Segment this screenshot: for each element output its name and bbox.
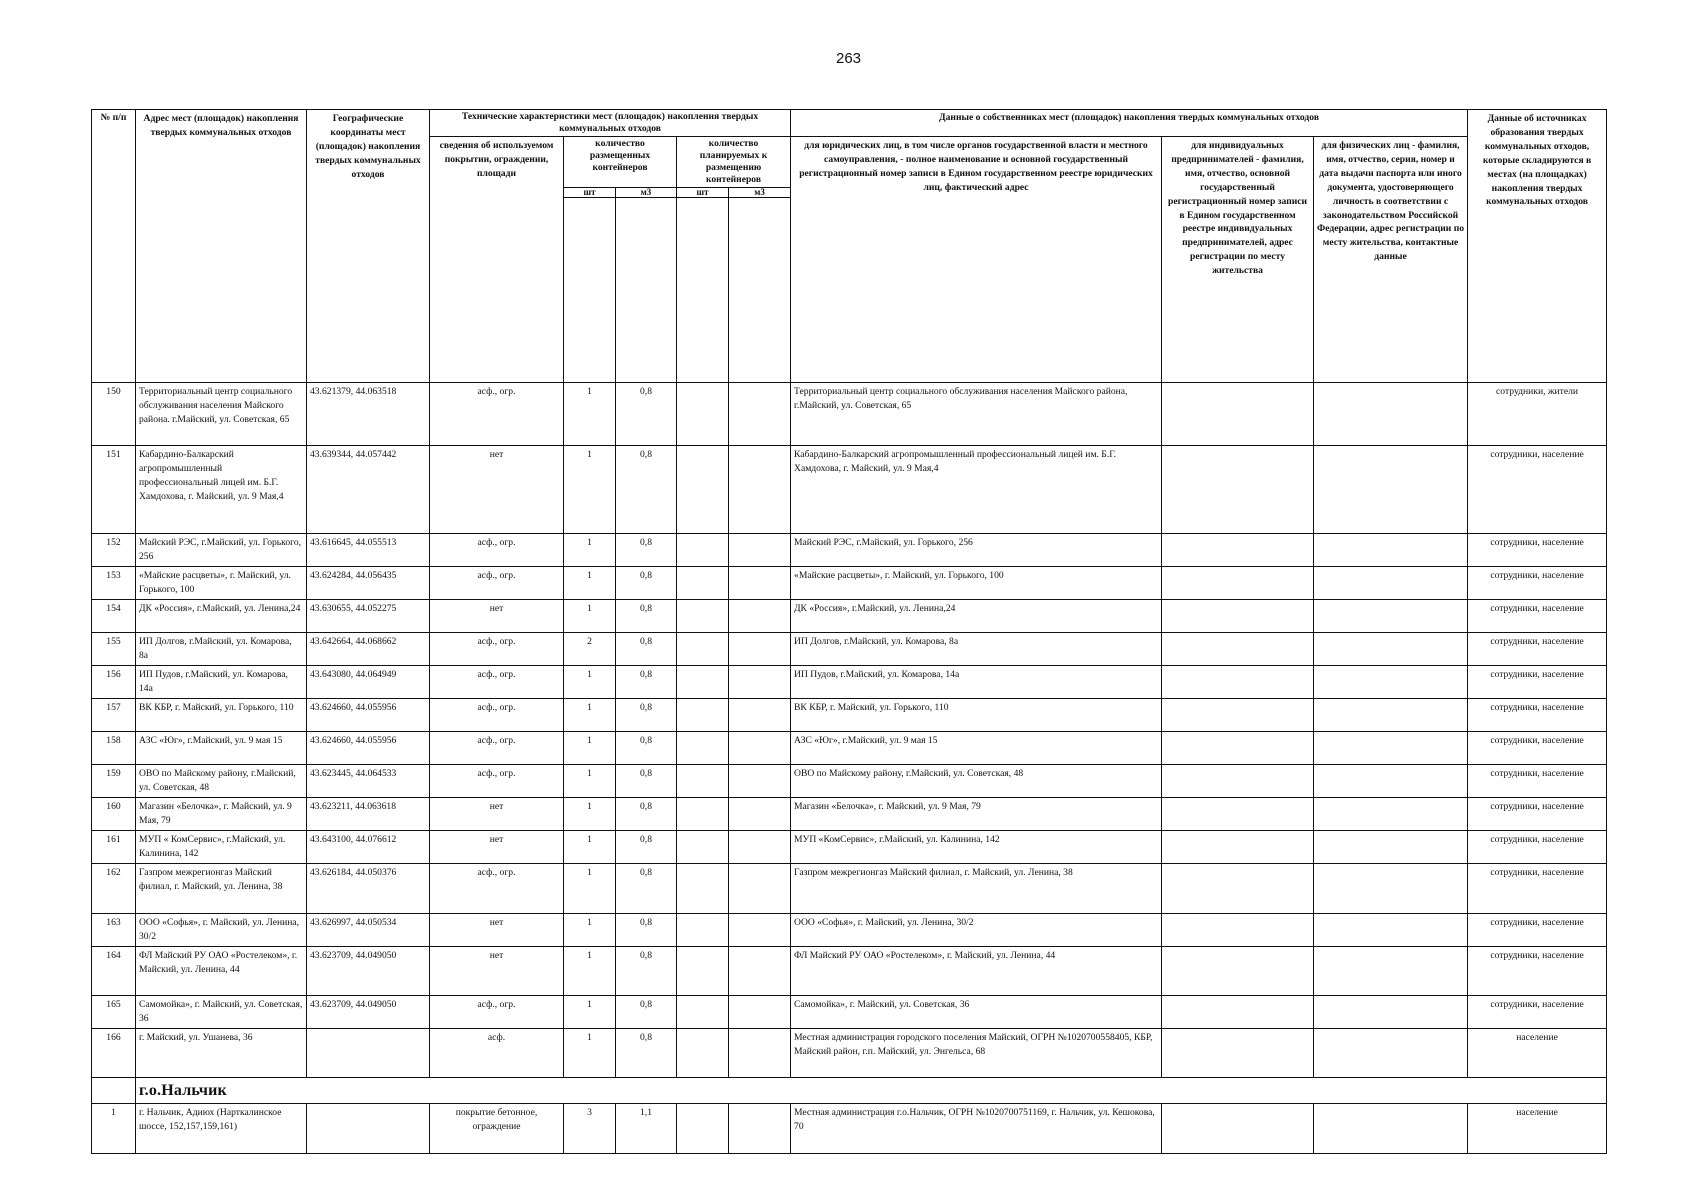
container-count: 1 — [564, 914, 616, 947]
owner-individual — [1314, 732, 1468, 765]
owner-ip — [1162, 446, 1314, 534]
header-surface: сведения об используемом покрытии, ограждении, площади — [430, 137, 564, 383]
table-row — [92, 914, 1607, 947]
table-row — [92, 567, 1607, 600]
header-sources: Данные об источниках образования твердых коммунальных отходов, которые складируются в местах (на площадках) накопления твердых коммунальных отходов — [1468, 110, 1607, 383]
owner-ip — [1162, 567, 1314, 600]
planned-volume — [729, 600, 791, 633]
row-number: 152 — [92, 534, 136, 567]
table-row — [92, 947, 1607, 996]
container-volume: 0,8 — [616, 765, 677, 798]
owner-legal-entity: ИП Долгов, г.Майский, ул. Комарова, 8а — [791, 633, 1162, 666]
site-surface: нет — [430, 798, 564, 831]
owner-ip — [1162, 914, 1314, 947]
table-row — [92, 383, 1607, 446]
site-surface: асф., огр. — [430, 567, 564, 600]
table-row — [92, 765, 1607, 798]
header-num: № п/п — [92, 110, 136, 383]
planned-count — [677, 633, 729, 666]
container-volume: 0,8 — [616, 666, 677, 699]
site-coordinates: 43.624660, 44.055956 — [307, 732, 430, 765]
container-count: 1 — [564, 947, 616, 996]
row-number: 151 — [92, 446, 136, 534]
owner-legal-entity: МУП «КомСервис», г.Майский, ул. Калинина, 142 — [791, 831, 1162, 864]
owner-individual — [1314, 699, 1468, 732]
row-number: 161 — [92, 831, 136, 864]
owner-ip — [1162, 600, 1314, 633]
row-number: 153 — [92, 567, 136, 600]
owner-ip — [1162, 947, 1314, 996]
site-coordinates: 43.623211, 44.063618 — [307, 798, 430, 831]
site-coordinates: 43.642664, 44.068662 — [307, 633, 430, 666]
waste-sources: сотрудники, население — [1468, 633, 1607, 666]
planned-count — [677, 567, 729, 600]
waste-sources: сотрудники, население — [1468, 446, 1607, 534]
planned-volume — [729, 699, 791, 732]
planned-volume — [729, 633, 791, 666]
site-address: ВК КБР, г. Майский, ул. Горького, 110 — [136, 699, 307, 732]
header-coords: Географические координаты мест (площадок) накопления твердых коммунальных отходов — [307, 110, 430, 383]
planned-count — [677, 732, 729, 765]
container-count: 1 — [564, 446, 616, 534]
planned-volume — [729, 1104, 791, 1154]
site-coordinates — [307, 1029, 430, 1078]
owner-individual — [1314, 446, 1468, 534]
row-number: 158 — [92, 732, 136, 765]
owner-individual — [1314, 947, 1468, 996]
site-coordinates: 43.643100, 44.076612 — [307, 831, 430, 864]
waste-sites-table — [91, 109, 1607, 1154]
header-owners: Данные о собственниках мест (площадок) накопления твердых коммунальных отходов — [791, 110, 1468, 137]
table-row — [92, 798, 1607, 831]
header-sht: шт — [564, 188, 616, 198]
waste-sources: сотрудники, жители — [1468, 383, 1607, 446]
owner-ip — [1162, 699, 1314, 732]
owner-legal-entity: ООО «Софья», г. Майский, ул. Ленина, 30/2 — [791, 914, 1162, 947]
planned-count — [677, 600, 729, 633]
planned-volume — [729, 798, 791, 831]
table-row — [92, 446, 1607, 534]
site-surface: асф., огр. — [430, 864, 564, 914]
container-count: 1 — [564, 831, 616, 864]
container-volume: 0,8 — [616, 633, 677, 666]
site-surface: асф., огр. — [430, 534, 564, 567]
row-number: 150 — [92, 383, 136, 446]
planned-volume — [729, 666, 791, 699]
owner-ip — [1162, 732, 1314, 765]
register-sheet — [91, 109, 1607, 1154]
planned-count — [677, 446, 729, 534]
container-volume: 0,8 — [616, 699, 677, 732]
planned-count — [677, 996, 729, 1029]
site-coordinates: 43.643080, 44.064949 — [307, 666, 430, 699]
container-volume: 1,1 — [616, 1104, 677, 1154]
waste-sources: сотрудники, население — [1468, 864, 1607, 914]
container-count: 1 — [564, 1029, 616, 1078]
site-address: ИП Пудов, г.Майский, ул. Комарова, 14а — [136, 666, 307, 699]
container-volume: 0,8 — [616, 732, 677, 765]
row-number: 159 — [92, 765, 136, 798]
site-coordinates: 43.623445, 44.064533 — [307, 765, 430, 798]
row-number: 164 — [92, 947, 136, 996]
site-coordinates — [307, 1104, 430, 1154]
header-legal: для юридических лиц, в том числе органов государственной власти и местного самоуправления, - полное наименование и основной государственный регистрационный номер записи в Едином государственном реестре юридических лиц, фактический адрес — [791, 137, 1162, 383]
owner-legal-entity: Самомойка», г. Майский, ул. Советская, 36 — [791, 996, 1162, 1029]
planned-count — [677, 534, 729, 567]
table-row — [92, 534, 1607, 567]
table-row — [92, 1029, 1607, 1078]
owner-individual — [1314, 567, 1468, 600]
owner-legal-entity: ИП Пудов, г.Майский, ул. Комарова, 14а — [791, 666, 1162, 699]
planned-count — [677, 831, 729, 864]
site-address: «Майские расцветы», г. Майский, ул. Горького, 100 — [136, 567, 307, 600]
waste-sources: население — [1468, 1104, 1607, 1154]
site-surface: нет — [430, 914, 564, 947]
owner-ip — [1162, 765, 1314, 798]
site-surface: нет — [430, 947, 564, 996]
planned-count — [677, 1104, 729, 1154]
site-surface: нет — [430, 600, 564, 633]
waste-sources: сотрудники, население — [1468, 567, 1607, 600]
owner-individual — [1314, 914, 1468, 947]
owner-individual — [1314, 798, 1468, 831]
container-volume: 0,8 — [616, 600, 677, 633]
container-count: 1 — [564, 996, 616, 1029]
owner-legal-entity: Майский РЭС, г.Майский, ул. Горького, 256 — [791, 534, 1162, 567]
planned-count — [677, 914, 729, 947]
header-m3: м3 — [729, 188, 791, 198]
owner-legal-entity: Газпром межрегионгаз Майский филиал, г. Майский, ул. Ленина, 38 — [791, 864, 1162, 914]
container-count: 1 — [564, 666, 616, 699]
waste-sources: сотрудники, население — [1468, 666, 1607, 699]
header-count-planned: количество планируемых к размещению контейнеров — [677, 137, 791, 188]
header-tech: Технические характеристики мест (площадок) накопления твердых коммунальных отходов — [430, 110, 791, 137]
site-coordinates: 43.624284, 44.056435 — [307, 567, 430, 600]
page-number: 263 — [835, 50, 862, 67]
owner-ip — [1162, 1104, 1314, 1154]
container-count: 1 — [564, 567, 616, 600]
row-number: 156 — [92, 666, 136, 699]
planned-volume — [729, 732, 791, 765]
waste-sources: сотрудники, население — [1468, 765, 1607, 798]
site-surface: нет — [430, 446, 564, 534]
owner-legal-entity: Магазин «Белочка», г. Майский, ул. 9 Мая, 79 — [791, 798, 1162, 831]
site-address: ФЛ Майский РУ ОАО «Ростелеком», г. Майский, ул. Ленина, 44 — [136, 947, 307, 996]
site-address: ООО «Софья», г. Майский, ул. Ленина, 30/2 — [136, 914, 307, 947]
container-count: 1 — [564, 732, 616, 765]
site-address: Майский РЭС, г.Майский, ул. Горького, 256 — [136, 534, 307, 567]
container-count: 1 — [564, 798, 616, 831]
owner-legal-entity: Кабардино-Балкарский агропромышленный профессиональный лицей им. Б.Г. Хамдохова, г. Майский, ул. 9 Мая,4 — [791, 446, 1162, 534]
planned-volume — [729, 996, 791, 1029]
owner-ip — [1162, 996, 1314, 1029]
owner-individual — [1314, 864, 1468, 914]
container-count: 1 — [564, 383, 616, 446]
owner-ip — [1162, 633, 1314, 666]
site-address: ОВО по Майскому району, г.Майский, ул. Советская, 48 — [136, 765, 307, 798]
planned-count — [677, 383, 729, 446]
site-coordinates: 43.623709, 44.049050 — [307, 947, 430, 996]
owner-ip — [1162, 864, 1314, 914]
container-count: 3 — [564, 1104, 616, 1154]
table-row — [92, 732, 1607, 765]
waste-sources: сотрудники, население — [1468, 699, 1607, 732]
row-number: 160 — [92, 798, 136, 831]
owner-legal-entity: ВК КБР, г. Майский, ул. Горького, 110 — [791, 699, 1162, 732]
site-surface: асф., огр. — [430, 996, 564, 1029]
owner-legal-entity: Местная администрация городского поселения Майский, ОГРН №1020700558405, КБР, Майский район, г.п. Майский, ул. Энгельса, 68 — [791, 1029, 1162, 1078]
table-row — [92, 633, 1607, 666]
container-count: 2 — [564, 633, 616, 666]
owner-legal-entity: ФЛ Майский РУ ОАО «Ростелеком», г. Майский, ул. Ленина, 44 — [791, 947, 1162, 996]
container-count: 1 — [564, 699, 616, 732]
row-number: 163 — [92, 914, 136, 947]
row-number: 162 — [92, 864, 136, 914]
owner-individual — [1314, 1104, 1468, 1154]
container-volume: 0,8 — [616, 798, 677, 831]
planned-count — [677, 947, 729, 996]
owner-legal-entity: Местная администрация г.о.Нальчик, ОГРН №1020700751169, г. Нальчик, ул. Кешокова, 70 — [791, 1104, 1162, 1154]
container-count: 1 — [564, 765, 616, 798]
site-coordinates: 43.626997, 44.050534 — [307, 914, 430, 947]
planned-volume — [729, 446, 791, 534]
site-address: г. Нальчик, Адиюх (Нарткалинское шоссе, 152,157,159,161) — [136, 1104, 307, 1154]
owner-individual — [1314, 765, 1468, 798]
header-address: Адрес мест (площадок) накопления твердых коммунальных отходов — [136, 110, 307, 383]
container-volume: 0,8 — [616, 1029, 677, 1078]
owner-individual — [1314, 600, 1468, 633]
row-number: 166 — [92, 1029, 136, 1078]
owner-ip — [1162, 383, 1314, 446]
waste-sources: сотрудники, население — [1468, 996, 1607, 1029]
header-sht: шт — [677, 188, 729, 198]
table-body — [92, 383, 1607, 1154]
row-number: 154 — [92, 600, 136, 633]
site-address: г. Майский, ул. Ушанева, 36 — [136, 1029, 307, 1078]
site-address: Кабардино-Балкарский агропромышленный профессиональный лицей им. Б.Г. Хамдохова, г. Майский, ул. 9 Мая,4 — [136, 446, 307, 534]
planned-volume — [729, 947, 791, 996]
container-volume: 0,8 — [616, 383, 677, 446]
table-row — [92, 600, 1607, 633]
planned-volume — [729, 765, 791, 798]
site-address: МУП « КомСервис», г.Майский, ул. Калинина, 142 — [136, 831, 307, 864]
owner-ip — [1162, 798, 1314, 831]
owner-legal-entity: ОВО по Майскому району, г.Майский, ул. Советская, 48 — [791, 765, 1162, 798]
owner-individual — [1314, 666, 1468, 699]
site-coordinates: 43.630655, 44.052275 — [307, 600, 430, 633]
site-surface: нет — [430, 831, 564, 864]
site-surface: асф., огр. — [430, 383, 564, 446]
container-count: 1 — [564, 534, 616, 567]
planned-volume — [729, 914, 791, 947]
site-address: Самомойка», г. Майский, ул. Советская, 36 — [136, 996, 307, 1029]
planned-volume — [729, 534, 791, 567]
row-number: 155 — [92, 633, 136, 666]
table-row — [92, 666, 1607, 699]
waste-sources: сотрудники, население — [1468, 600, 1607, 633]
owner-individual — [1314, 831, 1468, 864]
owner-ip — [1162, 534, 1314, 567]
waste-sources: сотрудники, население — [1468, 534, 1607, 567]
planned-count — [677, 1029, 729, 1078]
header-count-placed: количество размещенных контейнеров — [564, 137, 677, 188]
owner-individual — [1314, 633, 1468, 666]
container-volume: 0,8 — [616, 996, 677, 1029]
section-title: г.о.Нальчик — [139, 1082, 227, 1099]
header-phys: для физических лиц - фамилия, имя, отчество, серия, номер и дата выдачи паспорта или иного документа, удостоверяющего личность в соответствии с законодательством Российской Федерации, адрес регистрации по месту жительства, контактные данные — [1314, 137, 1468, 383]
site-surface: асф., огр. — [430, 732, 564, 765]
owner-individual — [1314, 383, 1468, 446]
owner-individual — [1314, 996, 1468, 1029]
owner-individual — [1314, 534, 1468, 567]
owner-legal-entity: Территориальный центр социального обслуживания населения Майского района, г.Майский, ул. Советская, 65 — [791, 383, 1162, 446]
site-surface: асф., огр. — [430, 666, 564, 699]
waste-sources: сотрудники, население — [1468, 798, 1607, 831]
container-volume: 0,8 — [616, 534, 677, 567]
site-address: ДК «Россия», г.Майский, ул. Ленина,24 — [136, 600, 307, 633]
table-header — [92, 110, 1607, 383]
container-volume: 0,8 — [616, 914, 677, 947]
site-surface: асф. — [430, 1029, 564, 1078]
section-row — [92, 1078, 1607, 1104]
owner-legal-entity: АЗС «Юг», г.Майский, ул. 9 мая 15 — [791, 732, 1162, 765]
container-volume: 0,8 — [616, 446, 677, 534]
owner-ip — [1162, 831, 1314, 864]
table-row — [92, 1104, 1607, 1154]
site-address: Территориальный центр социального обслуживания населения Майского района. г.Майский, ул. Советская, 65 — [136, 383, 307, 446]
site-surface: покрытие бетонное, ограждение — [430, 1104, 564, 1154]
container-count: 1 — [564, 864, 616, 914]
site-surface: асф., огр. — [430, 699, 564, 732]
waste-sources: население — [1468, 1029, 1607, 1078]
owner-ip — [1162, 1029, 1314, 1078]
header-ip: для индивидуальных предпринимателей - фамилия, имя, отчество, основной государственный регистрационный номер записи в Едином государственном реестре индивидуальных предпринимателей, адрес регистрации по месту жительства — [1162, 137, 1314, 383]
owner-legal-entity: ДК «Россия», г.Майский, ул. Ленина,24 — [791, 600, 1162, 633]
container-volume: 0,8 — [616, 831, 677, 864]
site-coordinates: 43.616645, 44.055513 — [307, 534, 430, 567]
site-coordinates: 43.626184, 44.050376 — [307, 864, 430, 914]
waste-sources: сотрудники, население — [1468, 947, 1607, 996]
container-count: 1 — [564, 600, 616, 633]
site-surface: асф., огр. — [430, 765, 564, 798]
row-number: 1 — [92, 1104, 136, 1154]
header-m3: м3 — [616, 188, 677, 198]
container-volume: 0,8 — [616, 567, 677, 600]
site-coordinates: 43.623709, 44.049050 — [307, 996, 430, 1029]
waste-sources: сотрудники, население — [1468, 914, 1607, 947]
row-number: 157 — [92, 699, 136, 732]
planned-volume — [729, 864, 791, 914]
container-volume: 0,8 — [616, 947, 677, 996]
site-address: ИП Долгов, г.Майский, ул. Комарова, 8а — [136, 633, 307, 666]
planned-volume — [729, 567, 791, 600]
site-coordinates: 43.624660, 44.055956 — [307, 699, 430, 732]
waste-sources: сотрудники, население — [1468, 732, 1607, 765]
table-row — [92, 996, 1607, 1029]
table-row — [92, 864, 1607, 914]
row-number: 165 — [92, 996, 136, 1029]
site-address: Магазин «Белочка», г. Майский, ул. 9 Мая, 79 — [136, 798, 307, 831]
site-address: Газпром межрегионгаз Майский филиал, г. Майский, ул. Ленина, 38 — [136, 864, 307, 914]
site-coordinates: 43.639344, 44.057442 — [307, 446, 430, 534]
owner-individual — [1314, 1029, 1468, 1078]
table-row — [92, 699, 1607, 732]
planned-volume — [729, 383, 791, 446]
container-volume: 0,8 — [616, 864, 677, 914]
table-row — [92, 831, 1607, 864]
planned-count — [677, 666, 729, 699]
site-address: АЗС «Юг», г.Майский, ул. 9 мая 15 — [136, 732, 307, 765]
site-surface: асф., огр. — [430, 633, 564, 666]
waste-sources: сотрудники, население — [1468, 831, 1607, 864]
planned-volume — [729, 1029, 791, 1078]
site-coordinates: 43.621379, 44.063518 — [307, 383, 430, 446]
planned-volume — [729, 831, 791, 864]
planned-count — [677, 765, 729, 798]
planned-count — [677, 798, 729, 831]
planned-count — [677, 699, 729, 732]
planned-count — [677, 864, 729, 914]
owner-ip — [1162, 666, 1314, 699]
owner-legal-entity: «Майские расцветы», г. Майский, ул. Горького, 100 — [791, 567, 1162, 600]
